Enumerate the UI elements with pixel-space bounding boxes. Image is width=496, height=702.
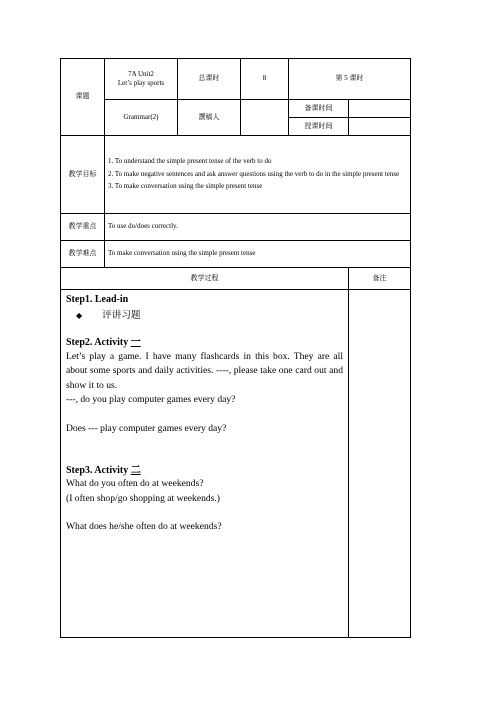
process-content [61, 290, 349, 638]
key-point-label: 教学重点 [61, 214, 105, 241]
step2-heading [66, 336, 343, 350]
grammar-cell: Grammar(2) [105, 100, 178, 136]
step2-question-2: Does --- play computer games every day? [66, 422, 227, 434]
lesson-plan-sheet [60, 58, 410, 638]
goals-label: 教学目标 [61, 136, 105, 214]
goal-item: 2. To make negative sentences and ask answer questions using the verb to do in the simple present tense [108, 169, 400, 178]
notes-header: 备注 [349, 268, 411, 290]
step2-title: Step2. Activity [66, 337, 129, 349]
author-value [241, 100, 289, 136]
goals-content [105, 136, 411, 214]
teach-time-value [349, 118, 411, 136]
lesson-label: 课题 [61, 59, 105, 136]
author-label: 撰稿人 [178, 100, 241, 136]
lesson-plan-table [60, 58, 411, 638]
step3-title: Step3. Activity [66, 464, 129, 476]
teach-time-label: 授课时间 [289, 118, 349, 136]
total-label: 总课时 [178, 59, 241, 100]
difficulty-text: To make conversation using the simple present tense [105, 241, 411, 268]
step1-bullet-text: 评讲习题 [102, 309, 141, 321]
step2-question-1: ---, do you play computer games every day? [66, 394, 236, 406]
step3-heading [66, 464, 343, 478]
unit-subtitle: Let’s play sports [117, 79, 165, 87]
prep-time-value [349, 100, 411, 118]
notes-content [349, 290, 411, 638]
total-value: 8 [241, 59, 289, 100]
difficulty-label: 教学难点 [61, 241, 105, 268]
step1-title: Step1. Lead-in [66, 294, 129, 305]
process-header: 教学过程 [61, 268, 349, 290]
unit-title-cell [105, 59, 178, 100]
prep-time-label: 备课时间 [289, 100, 349, 118]
step2-number: 一 [130, 337, 141, 349]
step2-paragraph: Let’s play a game. I have many flashcards in this box. They are all about some sports and daily activities. ----, please take one card out and show it to us. [66, 350, 343, 391]
step3-question-1: What do you often do at weekends? [66, 478, 204, 490]
key-point-text: To use do/does correctly. [105, 214, 411, 241]
goal-item: 1. To understand the simple present tense of the verb to do [108, 157, 272, 166]
unit-title: 7A Unit2 [128, 69, 154, 78]
lesson-number: 第 5 课时 [289, 59, 411, 100]
diamond-bullet-icon: ◆ [76, 310, 83, 320]
goal-item: 3. To make conversation using the simple present tense [108, 182, 263, 191]
step1-bullet [76, 310, 343, 323]
step3-answer-1: (I often shop/go shopping at weekends.) [66, 492, 221, 504]
step3-question-2: What does he/she often do at weekends? [66, 521, 222, 533]
step3-number: 二 [130, 464, 141, 476]
